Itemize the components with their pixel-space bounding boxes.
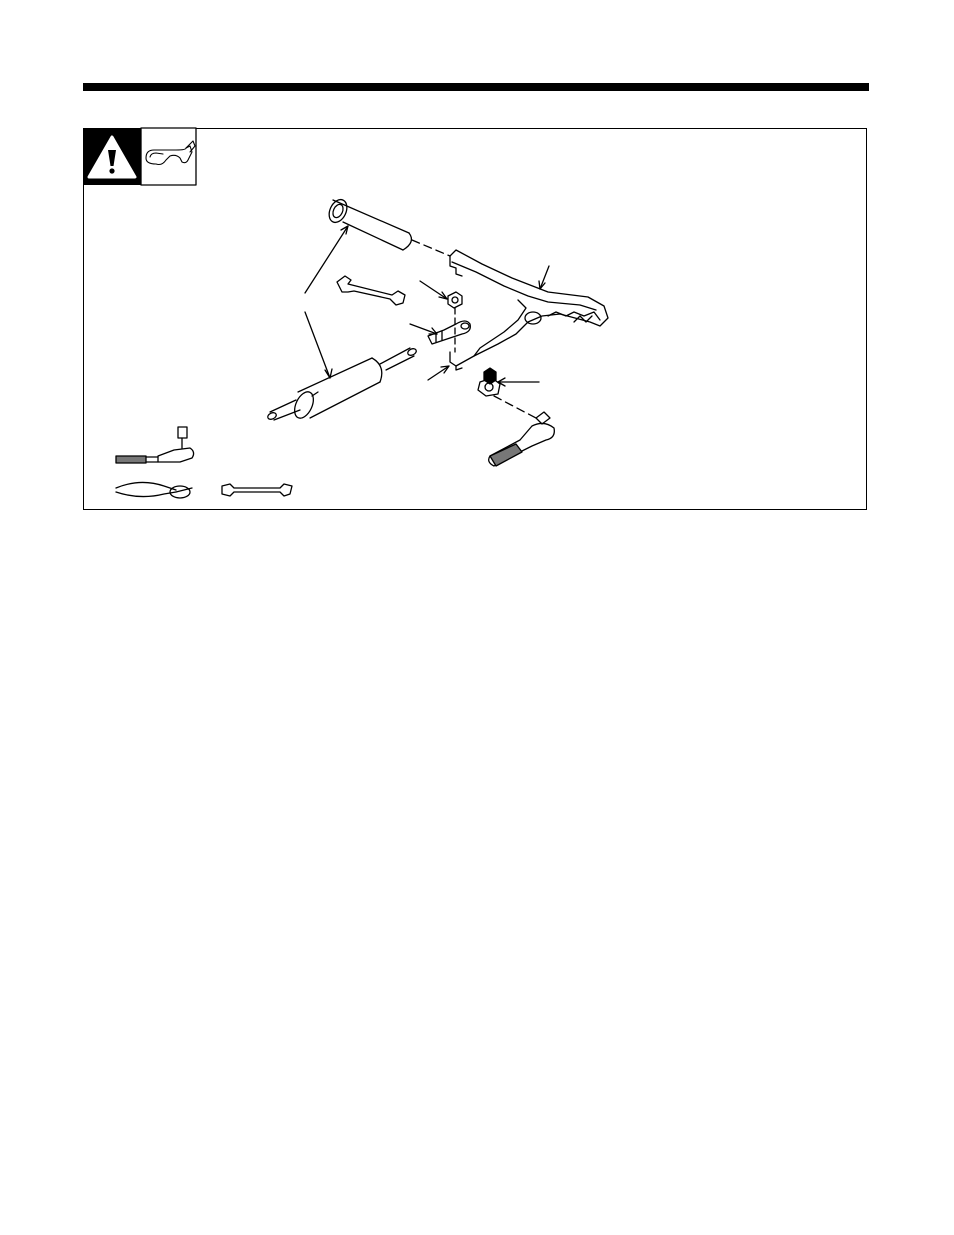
socket-wrench-icon xyxy=(116,427,194,463)
ppe-label-background xyxy=(141,128,196,185)
safety-label xyxy=(83,128,196,185)
open-end-wrench-icon xyxy=(222,484,292,496)
sleeve-slide-line xyxy=(412,240,450,256)
insulating-sleeve-lower xyxy=(291,358,382,421)
leader-lines xyxy=(305,226,549,386)
work-clamp-jaw xyxy=(450,250,608,370)
work-cable xyxy=(267,347,418,420)
open-end-wrench-upper xyxy=(337,276,405,305)
insulating-sleeve-upper xyxy=(326,197,412,250)
socket-wrench-main xyxy=(489,412,555,466)
pliers-icon xyxy=(116,482,192,498)
bolt-with-nut xyxy=(478,368,536,418)
